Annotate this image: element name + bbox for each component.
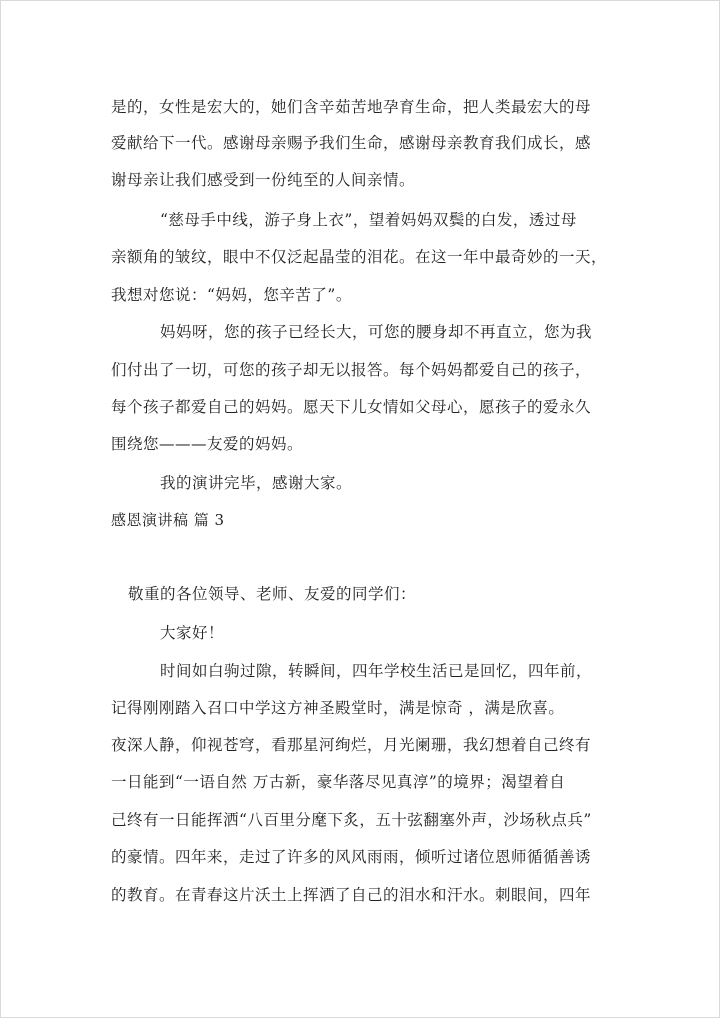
paragraph-line: 亲额角的皱纹，眼中不仅泛起晶莹的泪花。在这一年中最奇妙的一天， [111,248,608,266]
salutation: 敬重的各位领导、老师、友爱的同学们： [128,585,417,603]
paragraph-line: 一日能到“一语自然 万古新，豪华落尽见真淳”的境界；渴望着自 [111,773,566,791]
paragraph-line: 我想对您说：“妈妈，您辛苦了”。 [111,286,352,304]
section-heading: 感恩演讲稿 篇 3 [111,511,225,529]
paragraph-line: 妈妈呀，您的孩子已经长大，可您的腰身却不再直立，您为我 [160,323,593,341]
paragraph-line: 时间如白驹过隙，转瞬间，四年学校生活已是回忆，四年前， [160,662,593,680]
paragraph-line: 的豪情。四年来，走过了许多的风风雨雨，倾听过诸位恩师循循善诱 [111,848,592,866]
paragraph-line: 夜深人静，仰视苍穹，看那星河绚烂，月光阑珊，我幻想着自己终有 [111,736,592,754]
paragraph-line: 己终有一日能挥洒“八百里分麾下炙，五十弦翻塞外声，沙场秋点兵” [111,811,592,829]
paragraph-line: 围绕您———友爱的妈妈。 [111,435,304,453]
paragraph-line: “慈母手中线，游子身上衣”，望着妈妈双鬓的白发，透过母 [160,211,577,229]
paragraph-line: 是的，女性是宏大的，她们含辛茹苦地孕育生命，把人类最宏大的母 [111,98,592,116]
greeting: 大家好！ [160,624,225,642]
closing-line: 我的演讲完毕，感谢大家。 [160,474,353,492]
paragraph-line: 每个孩子都爱自己的妈妈。愿天下儿女情如父母心，愿孩子的爱永久 [111,398,592,416]
paragraph-line: 谢母亲让我们感受到一份纯至的人间亲情。 [111,171,416,189]
paragraph-line: 的教育。在青春这片沃土上挥洒了自己的泪水和汗水。刺眼间，四年 [111,886,592,904]
paragraph-line: 们付出了一切，可您的孩子却无以报答。每个妈妈都爱自己的孩子， [111,361,592,379]
paragraph-line: 爱献给下一代。感谢母亲赐予我们生命，感谢母亲教育我们成长，感 [111,134,592,152]
paragraph-line: 记得刚刚踏入召口中学这方神圣殿堂时，满是惊奇 ，满是欣喜。 [111,699,565,717]
